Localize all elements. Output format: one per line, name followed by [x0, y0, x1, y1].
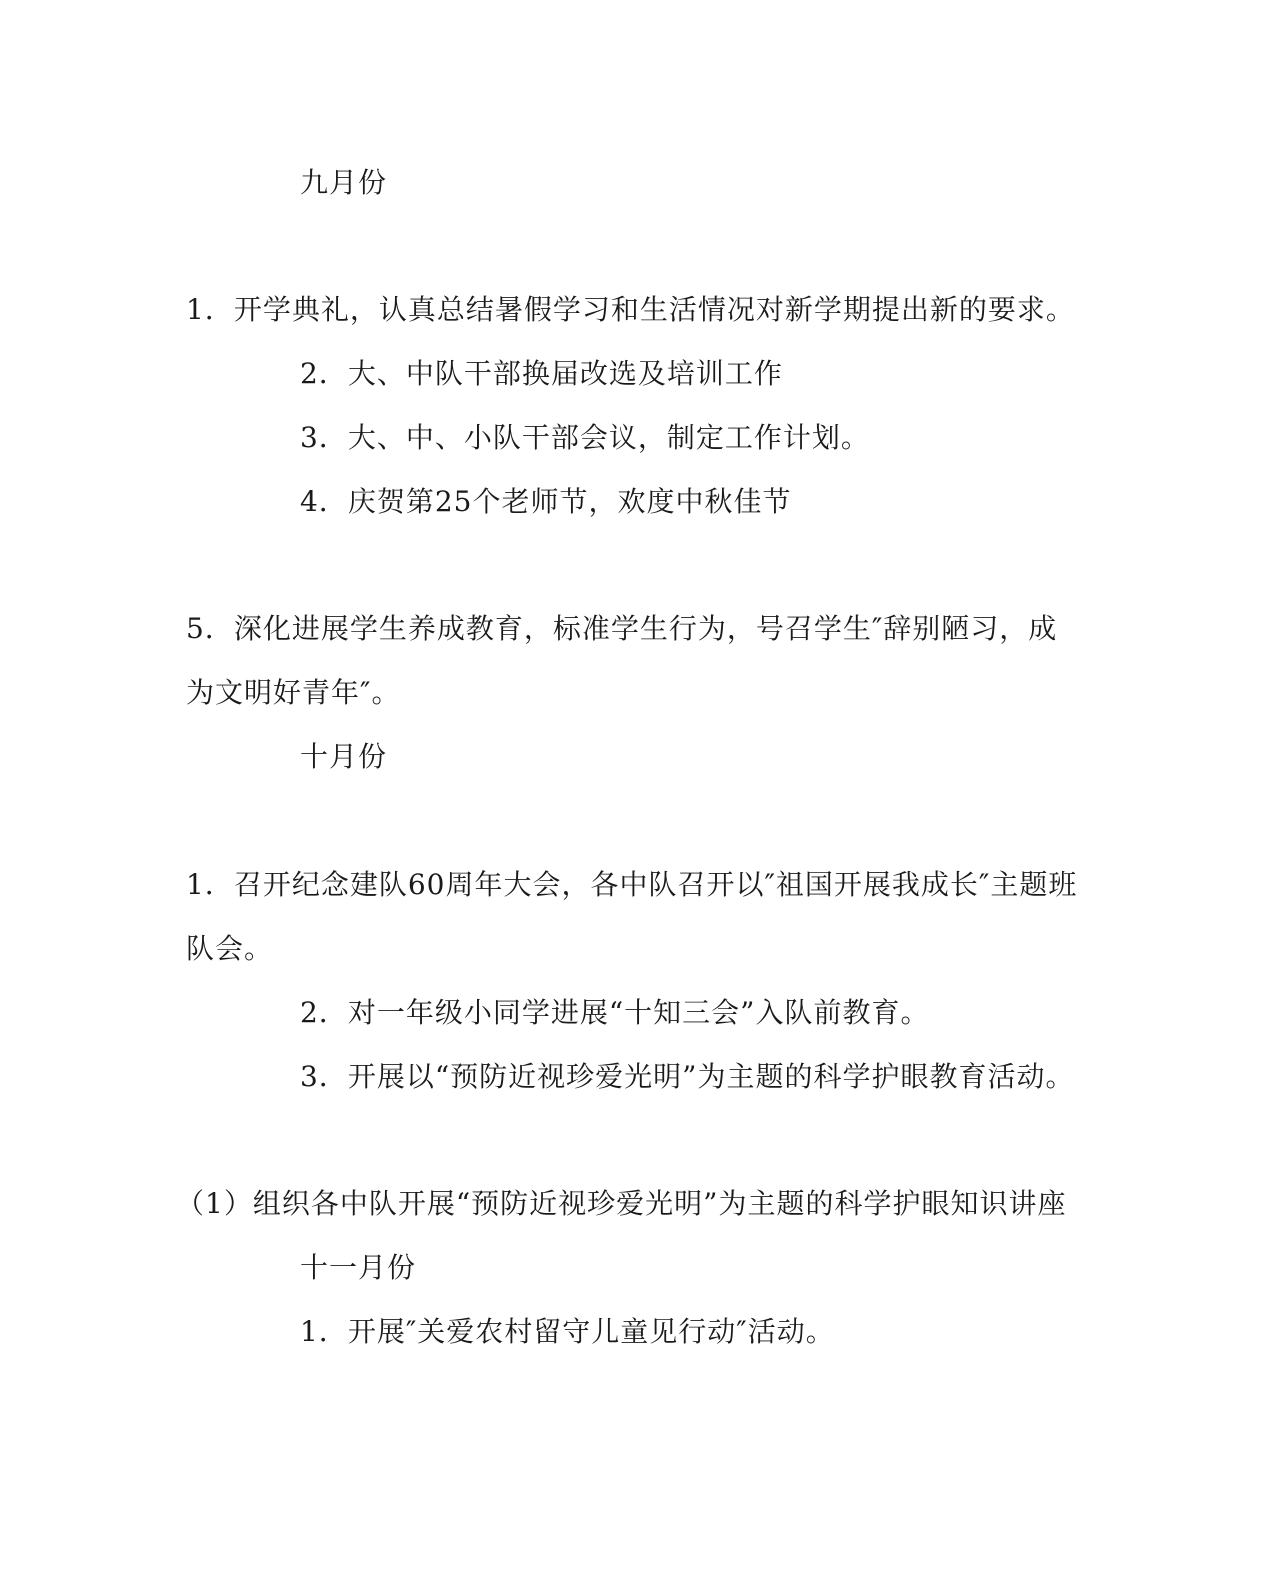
section-heading-november: 十一月份	[300, 1251, 417, 1284]
section-heading-september: 九月份	[300, 166, 388, 199]
list-item: 1．召开纪念建队60周年大会，各中队召开以″祖国开展我成长″主题班	[186, 868, 1078, 901]
list-item: 3．大、中、小队干部会议，制定工作计划。	[300, 421, 870, 454]
list-item: 1．开展″关爱农村留守儿童见行动″活动。	[300, 1315, 835, 1348]
list-item: 4．庆贺第25个老师节，欢度中秋佳节	[300, 485, 792, 518]
list-item: 2．对一年级小同学进展“十知三会”入队前教育。	[300, 996, 930, 1029]
sub-list-item: （1）组织各中队开展“预防近视珍爱光明”为主题的科学护眼知识讲座	[176, 1187, 1067, 1220]
list-item: 2．大、中队干部换届改选及培训工作	[300, 357, 783, 390]
list-item: 5．深化进展学生养成教育，标准学生行为，号召学生″辞别陋习，成	[186, 612, 1058, 645]
list-item-continuation: 队会。	[186, 932, 274, 965]
list-item: 1．开学典礼，认真总结暑假学习和生活情况对新学期提出新的要求。	[186, 293, 1075, 326]
list-item: 3．开展以“预防近视珍爱光明”为主题的科学护眼教育活动。	[300, 1060, 1075, 1093]
section-heading-october: 十月份	[300, 740, 388, 773]
list-item-continuation: 为文明好青年″。	[186, 676, 401, 709]
